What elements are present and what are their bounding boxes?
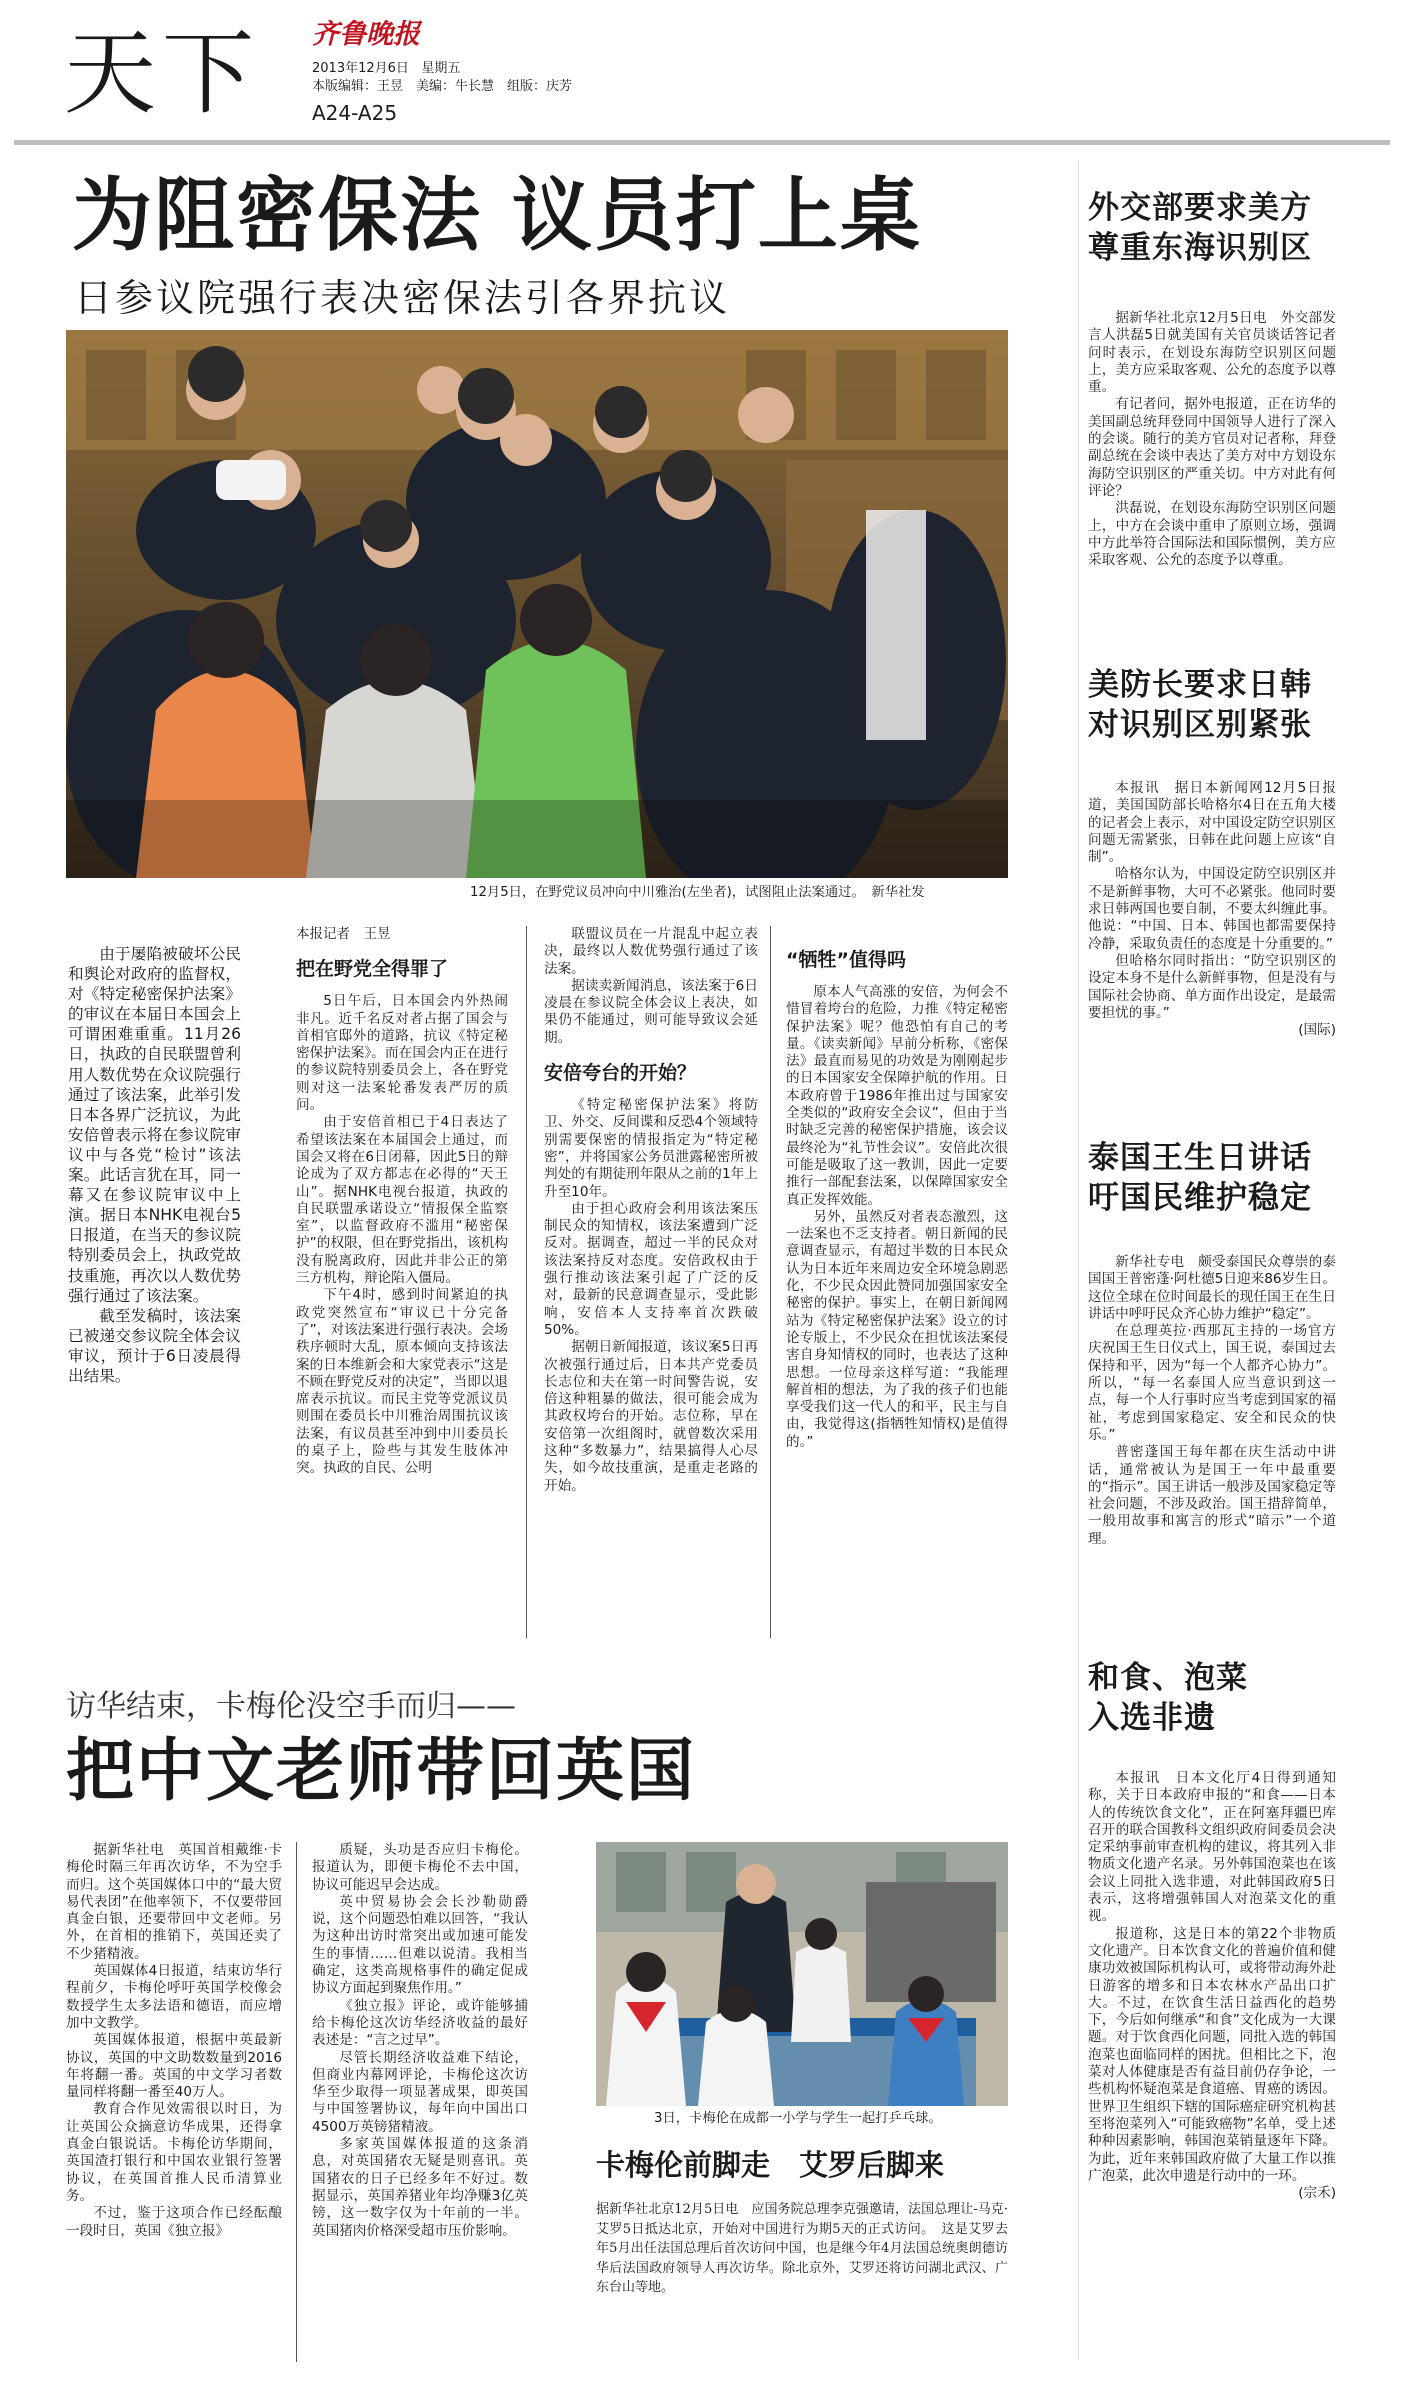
headline-line: 美防长要求日韩: [1088, 667, 1312, 703]
body-paragraph: 另外，虽然反对者表态激烈，这一法案也不乏支持者。朝日新闻的民意调查显示，有超过半数的日本民众认为日本近年来周边安全环境急剧恶化，不少民众因此赞同加强国家安全秘密的保护。事实上，在朝日新闻网站为《特定秘密保护法案》设立的讨论专版上，不少民众在担忧该法案侵害自身知情权的同时，也表达了这种思想。一位母亲这样写道：“我能理解首相的想法，为了我的孩子们也能享受我们这一代人的和平，民主与自由，我觉得这(指牺牲知情权)是值得的。”: [786, 1208, 1008, 1450]
body-paragraph: 英中贸易协会会长沙勒勋爵说，这个问题恐怕难以回答，“我认为这种出访时常突出或加速可能发生的事情……但难以说清。我相当确定，这类高规格事件的确定促成协议方面起到聚焦作用。”: [312, 1893, 528, 1997]
headline-line: 尊重东海识别区: [1088, 230, 1312, 266]
lead-paragraph: 截至发稿时，该法案已被递交参议院全体会议审议，预计于6日凌晨得出结果。: [68, 1306, 241, 1385]
second-column-2: [312, 1842, 528, 2362]
body-paragraph: 有记者问，据外电报道，正在访华的美国副总统拜登同中国领导人进行了深入的会谈。随行的美方官员对记者称，拜登副总统在会谈中表达了美方对中方划设东海防空识别区的严重关切。中方对此有何评论？: [1088, 396, 1336, 499]
parliament-scuffle-photo: [66, 330, 1008, 878]
article-column-3: [786, 948, 1008, 1638]
body-paragraph: 英国媒体报道，根据中英最新协议，英国的中文助数数量到2016年将翻一番。英国的中文学习者数量同样将翻一番至40万人。: [66, 2032, 282, 2101]
body-paragraph: 《特定秘密保护法案》将防卫、外交、反间谍和反恐4个领域特别需要保密的情报指定为“特定秘密”，并将国家公务员泄露秘密所被判处的有期徒刑年限从之前的1年上升至10年。: [544, 1097, 758, 1200]
column-divider: [296, 1842, 297, 2362]
body-paragraph: 《独立报》评论，或许能够捕给卡梅伦这次访华经济收益的最好表述是：“言之过早”。: [312, 1997, 528, 2049]
column-divider: [526, 926, 527, 1638]
body-paragraph: 尽管长期经济收益难下结论，但商业内幕网评论，卡梅伦这次访华至少取得一项显著成果，即英国与中国签署协议，每年向中国出口4500万英镑猪精液。: [312, 2049, 528, 2135]
body-paragraph: 据新华社北京12月5日电 外交部发言人洪磊5日就美国有关官员谈话答记者问时表示，在划设东海防空识别区问题上，美方应采取客观、公允的态度予以尊重。: [1088, 310, 1336, 396]
sidebar-story-1: [1088, 310, 1336, 630]
sidebar-headline-1: [1088, 188, 1312, 268]
body-paragraph: 普密蓬国王每年都在庆生活动中讲话，通常被认为是国王一年中最重要的“指示”。国王讲话一般涉及国家稳定等社会问题，不涉及政治。国王措辞简单，一般用故事和寓言的形式“暗示”一个道理。: [1088, 1444, 1336, 1547]
body-paragraph: 下午4时，感到时间紧迫的执政党突然宣布“审议已十分完备了”，对该法案进行强行表决。会场秩序顿时大乱，原本倾向支持该法案的日本维新会和大家党表示“这是不顾在野党反对的决定”，当即以退席表示抗议。而民主党等党派议员则围在委员长中川雅治周围抗议该法案，有议员甚至冲到中川委员长的桌子上，险些与其发生肢体冲突。执政的自民、公明: [296, 1287, 508, 1477]
byline: 本报记者 王昱: [296, 926, 391, 942]
body-paragraph: 由于安倍首相已于4日表达了希望该法案在本届国会上通过，而国会又将在6日闭幕，因此5日的辩论成为了双方都志在必得的“天王山”。据NHK电视台报道，执政的自民联盟承诺设立“情报保全监察室”，以监督政府不滥用“秘密保护”的权限，但在野党指出，该机构没有脱离政府，因此并非公正的第三方机构，辩论陷入僵局。: [296, 1114, 508, 1287]
lead-paragraph: 由于屡陷被破坏公民和舆论对政府的监督权，对《特定秘密保护法案》的审议在本届日本国会上可谓困难重重。11月26日，执政的自民联盟曾利用人数优势在众议院强行通过了该法案，此举引发日本各界广泛抗议，为此安倍曾表示将在参议院审议中与各党“检讨”该法案。此话言犹在耳，同一幕又在参议院审议中上演。据日本NHK电视台5日报道，在当天的参议院特别委员会上，执政党故技重施，再次以人数优势强行通过了该法案。: [68, 945, 241, 1305]
weekday-text: 星期五: [421, 61, 461, 76]
body-paragraph: 但哈格尔同时指出：“防空识别区的设定本身不是什么新鲜事物，但是没有与国际社会协商、单方面作出设定，是最需要担忧的事。”: [1088, 952, 1336, 1021]
section-heading: “牺牲”值得吗: [786, 949, 906, 971]
news-brief-text: [596, 2200, 1008, 2360]
date-text: 2013年12月6日: [312, 61, 409, 76]
body-paragraph: 由于担心政府会利用该法案压制民众的知情权，该法案遭到广泛反对。据调查，超过一半的民众对该法案持反对态度。安倍政权由于强行推动该法案引起了广泛的反对，最新的民意调查显示，受此影响，安倍本人支持率首次跌破50%。: [544, 1200, 758, 1338]
body-paragraph: 据新华社北京12月5日电 应国务院总理李克强邀请，法国总理让-马克·艾罗5日抵达北京，开始对中国进行为期5天的正式访问。 这是艾罗去年5月出任法国总理后首次访问中国，也是继今年4月法国总统奥朗德访华后法国政府领导人再次访华。除北京外，艾罗还将访问湖北武汉、广东台山等地。: [596, 2202, 1008, 2295]
issue-date: [312, 60, 460, 78]
body-paragraph: 洪磊说，在划设东海防空识别区问题上，中方在会谈中重申了原则立场，强调中方此举符合国际法和国际惯例，美方应采取客观、公允的态度予以尊重。: [1088, 500, 1336, 569]
body-paragraph: 哈格尔认为，中国设定防空识别区并不是新鲜事物，大可不必紧张。他同时要求日韩两国也要自制，不要太纠缠此事。他说：“中国、日本、韩国也都需要保持冷静，采取负责任的态度是十分重要的。”: [1088, 866, 1336, 952]
second-column-1: [66, 1842, 282, 2362]
main-subhead: 日参议院强行表决密保法引各界抗议: [74, 276, 731, 320]
body-paragraph: 本报讯 据日本新闻网12月5日报道，美国国防部长哈格尔4日在五角大楼的记者会上表示，对中国设定防空识别区问题无需紧张，日韩在此问题上应该“自制”。: [1088, 780, 1336, 866]
sidebar-headline-3: [1088, 1138, 1312, 1218]
second-headline: 把中文老师带回英国: [66, 1732, 697, 1811]
headline-line: 对识别区别紧张: [1088, 707, 1312, 743]
photo-illustration: [596, 1842, 1008, 2106]
body-paragraph: 不过，鉴于这项合作已经酝酿一段时日，英国《独立报》: [66, 2205, 282, 2239]
section-title: 天下: [64, 20, 261, 127]
sidebar-headline-4: [1088, 1658, 1248, 1738]
sidebar-story-2: [1088, 780, 1336, 1100]
staff-credits: 本版编辑：王昱 美编：牛长慧 组版：庆芳: [312, 79, 573, 94]
body-paragraph: 英国媒体4日报道，结束访华行程前夕，卡梅伦呼吁英国学校像会数授学生太多法语和德语，而应增加中文教学。: [66, 1963, 282, 2031]
main-photo-caption: 12月5日，在野党议员冲向中川雅治(左坐者)，试图阻止法案通过。 新华社发: [470, 885, 925, 900]
masthead-rule: [14, 140, 1390, 145]
headline-line: 泰国王生日讲话: [1088, 1140, 1312, 1176]
paper-logo: 齐鲁晚报: [312, 19, 420, 50]
headline-line: 入选非遗: [1088, 1700, 1216, 1736]
body-paragraph: 据读卖新闻消息，该法案于6日凌晨在参议院全体会议上表决，如果仍不能通过，则可能导致议会延期。: [544, 977, 758, 1046]
pingpong-photo: [596, 1842, 1008, 2106]
sidebar-headline-2: [1088, 665, 1312, 745]
body-paragraph: 本报讯 日本文化厅4日得到通知称，关于日本政府申报的“和食——日本人的传统饮食文化”，正在阿塞拜疆巴库召开的联合国教科文组织政府间委员会决定采纳事前审查机构的建议，将其列入非物质文化遗产名录。另外韩国泡菜也在该会议上同批入选非遗，对此韩国政府5日表示，这将增强韩国人对泡菜文化的重视。: [1088, 1770, 1336, 1925]
body-paragraph: 在总理英拉·西那瓦主持的一场官方庆祝国王生日仪式上，国王说，泰国过去保持和平，因为“每一个人都齐心协力”。所以，“每一名泰国人应当意识到这一点，每一个人行事时应当考虑到国家的福祉，考虑到国家稳定、安全和民众的快乐。”: [1088, 1323, 1336, 1443]
headline-line: 吁国民维护稳定: [1088, 1180, 1312, 1216]
section-heading: 安倍夸台的开始？: [544, 1062, 697, 1085]
body-paragraph: 联盟议员在一片混乱中起立表决，最终以人数优势强行通过了该法案。: [544, 926, 758, 977]
second-kicker: 访华结束，卡梅伦没空手而归——: [66, 1689, 516, 1724]
story-tag: (国际): [1298, 1022, 1336, 1039]
headline-line: 和食、泡菜: [1088, 1660, 1248, 1696]
body-paragraph: 据新华社电 英国首相戴维·卡梅伦时隔三年再次访华，不为空手而归。这个英国媒体口中的“最大贸易代表团”在他率领下，不仅要带回真金白银，还要带回中文老师。另外，在首相的推销下，英国还卖了不少猪精液。: [66, 1842, 282, 1962]
sidebar-story-3: [1088, 1254, 1336, 1634]
main-headline: 为阻密保法 议员打上桌: [72, 169, 922, 262]
headline-line: 外交部要求美方: [1088, 190, 1312, 226]
lead-column: [68, 944, 241, 1604]
body-paragraph: 据朝日新闻报道，该议案5日再次被强行通过后，日本共产党委员长志位和夫在第一时间警告说，安倍这种粗暴的做法，很可能会成为其政权垮台的开始。志位称，早在安倍第一次组阁时，就曾数次采用这种“多数暴力”，结果搞得人心尽失，如今故技重演，是重走老路的开始。: [544, 1339, 758, 1494]
second-photo-caption: 3日，卡梅伦在成都一小学与学生一起打乒乓球。: [654, 2111, 942, 2126]
body-paragraph: 新华社专电 颇受泰国民众尊崇的泰国国王普密蓬·阿杜德5日迎来86岁生日。这位全球在位时间最长的现任国王在生日讲话中呼吁民众齐心协力维护“稳定”。: [1088, 1254, 1336, 1322]
story-tag: (宗禾): [1298, 2185, 1336, 2202]
article-column-2: [544, 926, 758, 1638]
body-paragraph: 多家英国媒体报道的这条消息，对英国猪农无疑是则喜讯。英国猪农的日子已经多年不好过。数据显示，英国养猪业年均净赚3亿英镑，这一数字仅为十年前的一半。英国猪肉价格深受超市压价影响。: [312, 2136, 528, 2239]
news-brief-title: 卡梅伦前脚走 艾罗后脚来: [596, 2148, 945, 2182]
column-divider: [770, 926, 771, 1638]
article-column-1: [296, 926, 508, 1638]
body-paragraph: 5日午后，日本国会内外热闹非凡。近千名反对者占据了国会与首相官邸外的道路，抗议《特定秘密保护法案》。而在国会内正在进行的参议院特别委员会上，各在野党则对这一法案轮番发表严厉的质问。: [296, 993, 508, 1114]
sidebar-divider: [1078, 160, 1079, 2360]
body-paragraph: 质疑，头功是否应归卡梅伦。报道认为，即便卡梅伦不去中国，协议可能迟早会达成。: [312, 1842, 528, 1893]
sidebar-story-4: [1088, 1770, 1336, 2365]
body-paragraph: 报道称，这是日本的第22个非物质文化遗产。日本饮食文化的普遍价值和健康功效被国际机构认可，或将带动海外赴日游客的增多和日本农林水产品出口扩大。不过，在饮食生活日益西化的趋势下，今后如何继承“和食”文化成为一大课题。对于饮食西化问题，同批入选的韩国泡菜也面临同样的困扰。但相比之下，泡菜对人体健康是否有益目前仍存争论，一些机构怀疑泡菜是食道癌、胃癌的诱因。世界卫生组织下辖的国际癌症研究机构甚至将泡菜列入“可能致癌物”名单，受上述种种因素影响，韩国泡菜销量逐年下降。为此，近年来韩国政府做了大量工作以推广泡菜，此次申遗是行动中的一环。: [1088, 1925, 1336, 2184]
photo-illustration: [66, 330, 1008, 878]
body-paragraph: 教育合作见效需很以时日，为让英国公众摘意访华成果，还得拿真金白银说话。卡梅伦访华期间，英国渣打银行和中国农业银行签署协议，在英国首推人民币清算业务。: [66, 2101, 282, 2204]
section-heading: 把在野党全得罪了: [296, 958, 449, 981]
body-paragraph: 原本人气高涨的安倍，为何会不惜冒着垮台的危险，力推《特定秘密保护法案》呢？他恐怕有自己的考量。《读卖新闻》早前分析称，《密保法》最直而易见的功效是为刚刚起步的日本国家安全保障护航的作用。日本政府曾于1986年推出过与国家安全类似的“政府安全会议”，但由于当时缺乏完善的秘密保护措施，该会议最终沦为“礼节性会议”。安倍此次很可能是吸取了这一教训，因此一定要推行一部配套法案，以保障国家安全真正发挥效能。: [786, 984, 1008, 1208]
page-numbers: A24-A25: [312, 101, 398, 125]
